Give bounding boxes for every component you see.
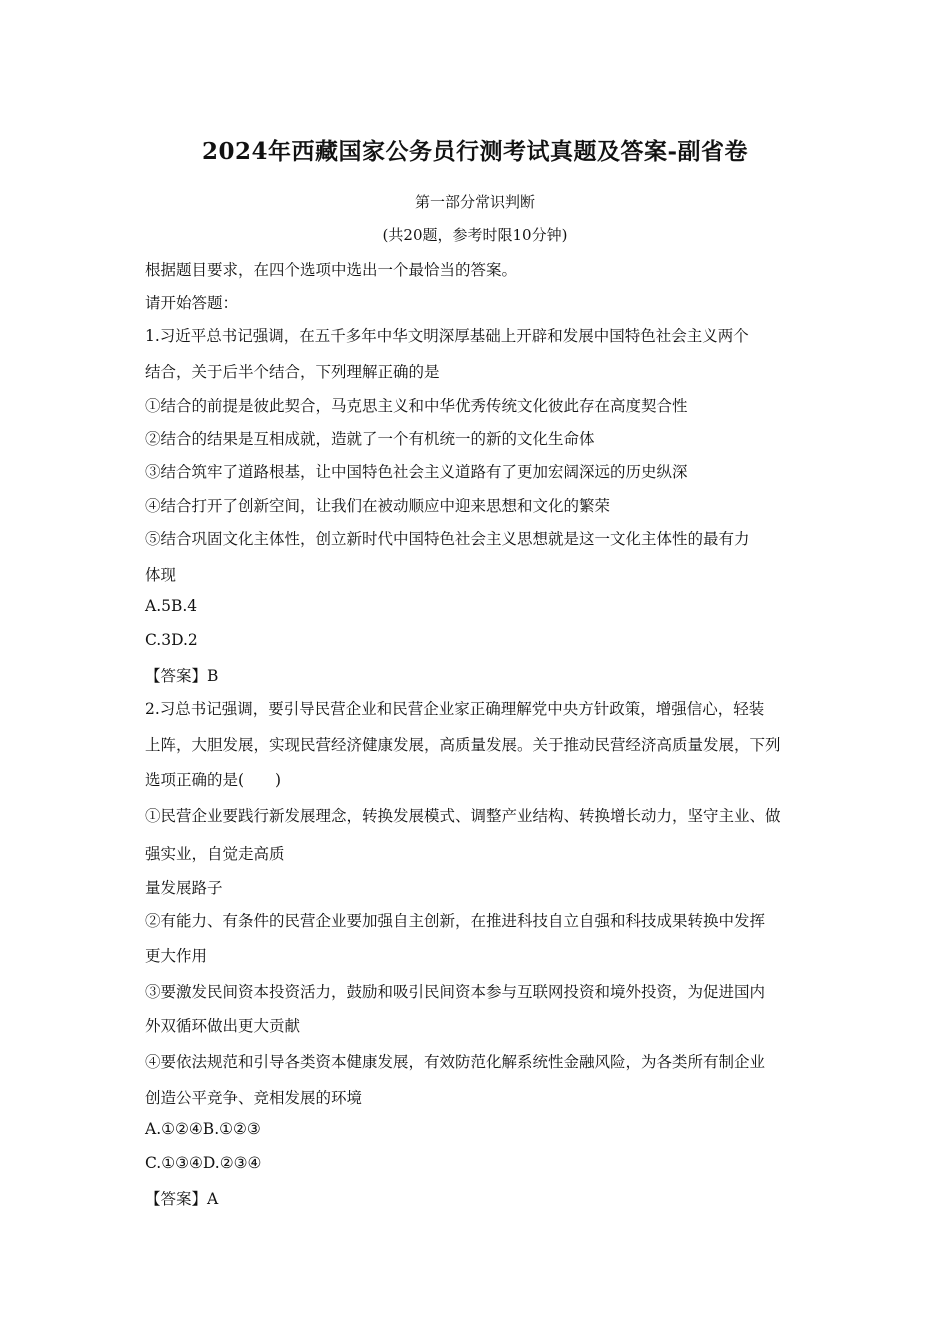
q2-item-3-line-1: ③要激发民间资本投资活力，鼓励和吸引民间资本参与互联网投资和境外投资，为促进国内 bbox=[145, 983, 766, 1001]
q2-options-line-2: C.①③④D.②③④ bbox=[145, 1154, 262, 1172]
q2-item-1-line-1: ①民营企业要践行新发展理念，转换发展模式、调整产业结构、转换增长动力，坚守主业、做 bbox=[145, 807, 781, 825]
q1-item-5-line-2: 体现 bbox=[145, 566, 177, 584]
q1-options-line-2: C.3D.2 bbox=[145, 631, 198, 649]
q2-stem-line-3: 选项正确的是( ) bbox=[145, 771, 282, 789]
q1-stem-line-2: 结合，关于后半个结合，下列理解正确的是 bbox=[145, 363, 440, 381]
q2-options-line-1: A.①②④B.①②③ bbox=[145, 1120, 261, 1138]
q1-item-5-line-1: ⑤结合巩固文化主体性，创立新时代中国特色社会主义思想就是这一文化主体性的最有力 bbox=[145, 530, 750, 548]
q1-item-2: ②结合的结果是互相成就，造就了一个有机统一的新的文化生命体 bbox=[145, 430, 595, 448]
q1-options-line-1: A.5B.4 bbox=[145, 597, 198, 615]
q2-item-2-line-2: 更大作用 bbox=[145, 947, 208, 965]
q1-item-4: ④结合打开了创新空间，让我们在被动顺应中迎来思想和文化的繁荣 bbox=[145, 497, 611, 515]
instruction-text: 根据题目要求，在四个选项中选出一个最恰当的答案。 bbox=[145, 261, 518, 279]
q2-item-1-line-3: 量发展路子 bbox=[145, 879, 223, 897]
section-heading: 第一部分常识判断 bbox=[414, 193, 535, 211]
q1-answer: 【答案】B bbox=[145, 667, 219, 685]
q1-stem-line-1: 1.习近平总书记强调，在五千多年中华文明深厚基础上开辟和发展中国特色社会主义两个 bbox=[145, 327, 749, 345]
q2-stem-line-2: 上阵，大胆发展，实现民营经济健康发展，高质量发展。关于推动民营经济高质量发展，下列 bbox=[145, 736, 781, 754]
q2-answer: 【答案】A bbox=[145, 1190, 219, 1208]
q1-item-3: ③结合筑牢了道路根基，让中国特色社会主义道路有了更加宏阔深远的历史纵深 bbox=[145, 463, 688, 481]
start-text: 请开始答题： bbox=[145, 294, 239, 312]
q2-item-3-line-2: 外双循环做出更大贡献 bbox=[145, 1017, 301, 1035]
q2-item-2-line-1: ②有能力、有条件的民营企业要加强自主创新，在推进科技自立自强和科技成果转换中发挥 bbox=[145, 912, 766, 930]
section-note: (共20题，参考时限10分钟) bbox=[382, 226, 568, 244]
q2-item-1-line-2: 强实业，自觉走高质 bbox=[145, 845, 285, 863]
q1-item-1: ①结合的前提是彼此契合，马克思主义和中华优秀传统文化彼此存在高度契合性 bbox=[145, 397, 688, 415]
document-title: 2024年西藏国家公务员行测考试真题及答案-副省卷 bbox=[201, 138, 749, 165]
q2-stem-line-1: 2.习总书记强调，要引导民营企业和民营企业家正确理解党中央方针政策，增强信心，轻装 bbox=[145, 700, 765, 718]
q2-item-4-line-2: 创造公平竞争、竞相发展的环境 bbox=[145, 1089, 363, 1107]
q2-item-4-line-1: ④要依法规范和引导各类资本健康发展，有效防范化解系统性金融风险，为各类所有制企业 bbox=[145, 1053, 766, 1071]
